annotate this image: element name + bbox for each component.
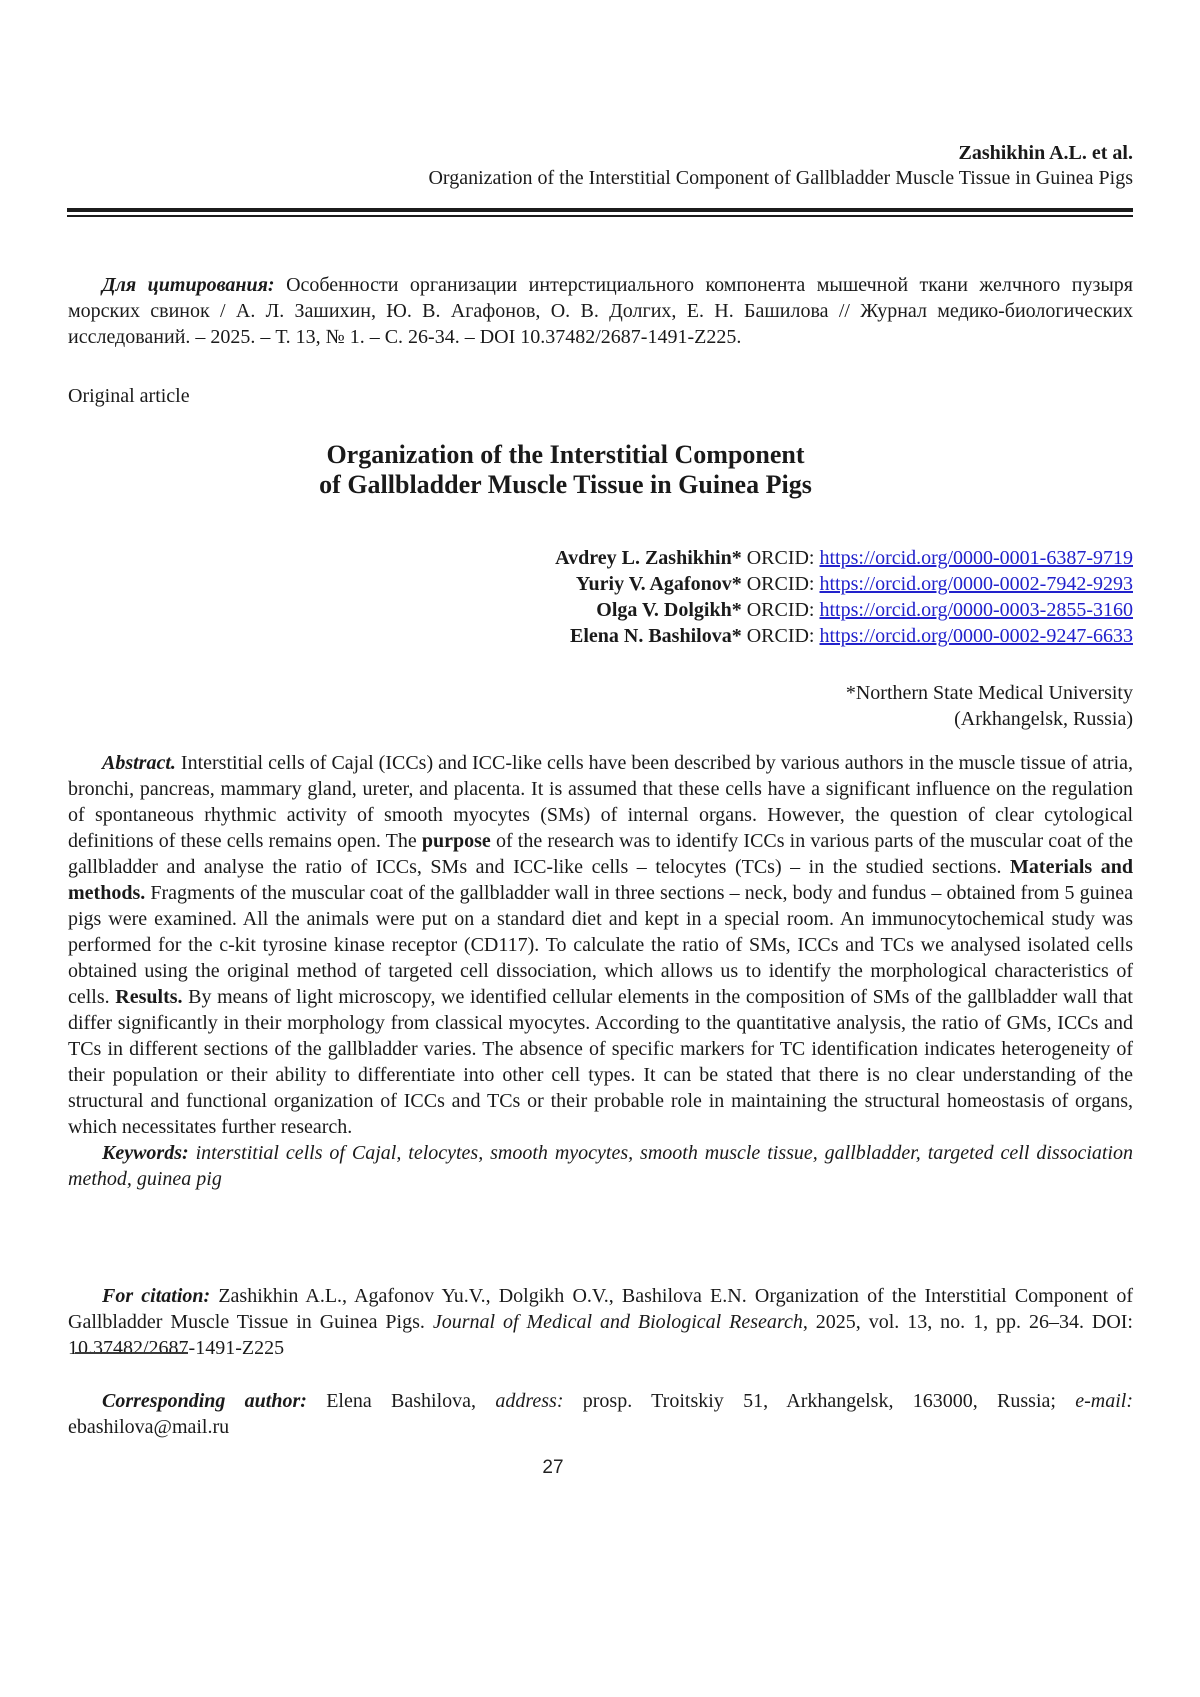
running-header [68,141,1133,191]
page-number: 27 [542,1457,564,1478]
abstract-bold-purpose: purpose [421,830,491,852]
affiliation-line2: (Arkhangelsk, Russia) [954,708,1133,730]
orcid-link[interactable]: https://orcid.org/0000-0001-6387-9719 [819,547,1133,569]
orcid-label: ORCID: [741,573,820,595]
corresponding-text: Elena Bashilova, [306,1390,496,1412]
abstract-section [68,750,1133,1192]
orcid-link[interactable]: https://orcid.org/0000-0002-9247-6633 [819,625,1133,647]
corresponding-text: prosp. Troitskiy 51, Arkhangelsk, 163000, Russia; [563,1390,1076,1412]
address-label: address: [495,1390,564,1412]
abstract-text: of the research was to identify ICCs in various parts of the muscular coat of the gallbladder and analyse the ratio of ICCs, SMs and ICC-like cells – telocytes (TCs) – in the studied sections. [68,830,1133,878]
abstract-bold-results: Results. [115,986,183,1008]
abstract-text: Fragments of the muscular coat of the gallbladder wall in three sections – neck, body and fundus – obtained from 5 guinea pigs were examined. All the animals were put on a standard diet and kept in a special room. An immunocytochemical study was performed for the c-kit tyrosine kinase receptor (CD117). To calculate the ratio of SMs, ICCs and TCs we analysed isolated cells obtained using the original method of targeted cell dissociation, which allows us to identify the morphological characteristics of cells. [68,882,1133,1008]
author-name: Yuriy V. Agafonov* [575,573,742,595]
header-double-rule [67,208,1133,217]
citation-en-journal: Journal of Medical and Biological Research [432,1311,803,1333]
article-title [68,440,1133,500]
author-row [68,545,1133,571]
affiliation [68,680,1133,732]
footnote-separator [75,1352,188,1354]
citation-ru-paragraph [68,272,1133,350]
citation-ru-text: Особенности организации интерстициального компонента мышечной ткани желчного пузыря морских свинок / А. Л. Зашихин, Ю. В. Агафонов, О. В. Долгих, Е. Н. Башилова // Журнал медико-биологических исследований. – 2025. – Т. 13, № 1. – С. 26-34. – DOI 10.37482/2687-1491-Z225. [68,274,1133,348]
corresponding-author-paragraph [68,1388,1133,1440]
citation-en-text: , 2025, vol. 13, no. 1, pp. 26–34. DOI: 10.37482/2687-1491-Z225 [68,1311,1133,1359]
orcid-link[interactable]: https://orcid.org/0000-0003-2855-3160 [819,599,1133,621]
keywords-text: interstitial cells of Cajal, telocytes, smooth myocytes, smooth muscle tissue, gallbladder, targeted cell dissociation method, guinea pig [68,1142,1133,1190]
orcid-label: ORCID: [741,547,820,569]
author-name: Olga V. Dolgikh* [596,599,742,621]
article-type-label: Original article [68,385,190,407]
article-title-line2: of Gallbladder Muscle Tissue in Guinea Pigs [319,470,812,499]
author-row [68,597,1133,623]
email-label: e-mail: [1075,1390,1133,1412]
author-row [68,623,1133,649]
citation-en-label: For citation: [102,1285,211,1307]
author-name: Elena N. Bashilova* [570,625,742,647]
abstract-bold-materials: Materials and methods. [68,856,1134,904]
corresponding-label: Corresponding author: [102,1390,307,1412]
running-header-title: Organization of the Interstitial Component of Gallbladder Muscle Tissue in Guinea Pigs [428,167,1133,189]
author-row [68,571,1133,597]
authors-block [68,545,1133,649]
citation-ru-label: Для цитирования: [102,274,275,296]
abstract-label: Abstract. [102,752,176,774]
citation-en-text: Zashikhin A.L., Agafonov Yu.V., Dolgikh O.V., Bashilova E.N. Organization of the Interstitial Component of Gallbladder Muscle Tissue in Guinea Pigs. [68,1285,1133,1333]
affiliation-line1: *Northern State Medical University [845,682,1133,704]
article-title-line1: Organization of the Interstitial Component [326,440,805,469]
abstract-text: By means of light microscopy, we identified cellular elements in the composition of SMs of the gallbladder wall that differ significantly in their morphology from classical myocytes. According to the quantitative analysis, the ratio of GMs, ICCs and TCs in different sections of the gallbladder varies. The absence of specific markers for TC identification indicates heterogeneity of their population or their ability to differentiate into other cell types. It can be stated that there is no clear understanding of the structural and functional organization of ICCs and TCs or their probable role in maintaining the structural homeostasis of organs, which necessitates further research. [68,986,1133,1138]
running-header-authors: Zashikhin A.L. et al. [958,142,1133,164]
keywords-label: Keywords: [102,1142,189,1164]
orcid-label: ORCID: [741,599,820,621]
abstract-paragraph [68,750,1133,1140]
abstract-text: Interstitial cells of Cajal (ICCs) and ICC-like cells have been described by various authors in the muscle tissue of atria, bronchi, pancreas, mammary gland, ureter, and placenta. It is assumed that these cells have a significant influence on the regulation of spontaneous rhythmic activity of smooth myocytes (SMs) of internal organs. However, the question of clear cytological definitions of these cells remains open. The [68,752,1133,852]
corresponding-email: ebashilova@mail.ru [68,1416,230,1438]
citation-en-paragraph [68,1283,1133,1361]
orcid-label: ORCID: [741,625,820,647]
orcid-link[interactable]: https://orcid.org/0000-0002-7942-9293 [819,573,1133,595]
author-name: Avdrey L. Zashikhin* [555,547,742,569]
keywords-paragraph [68,1140,1133,1192]
